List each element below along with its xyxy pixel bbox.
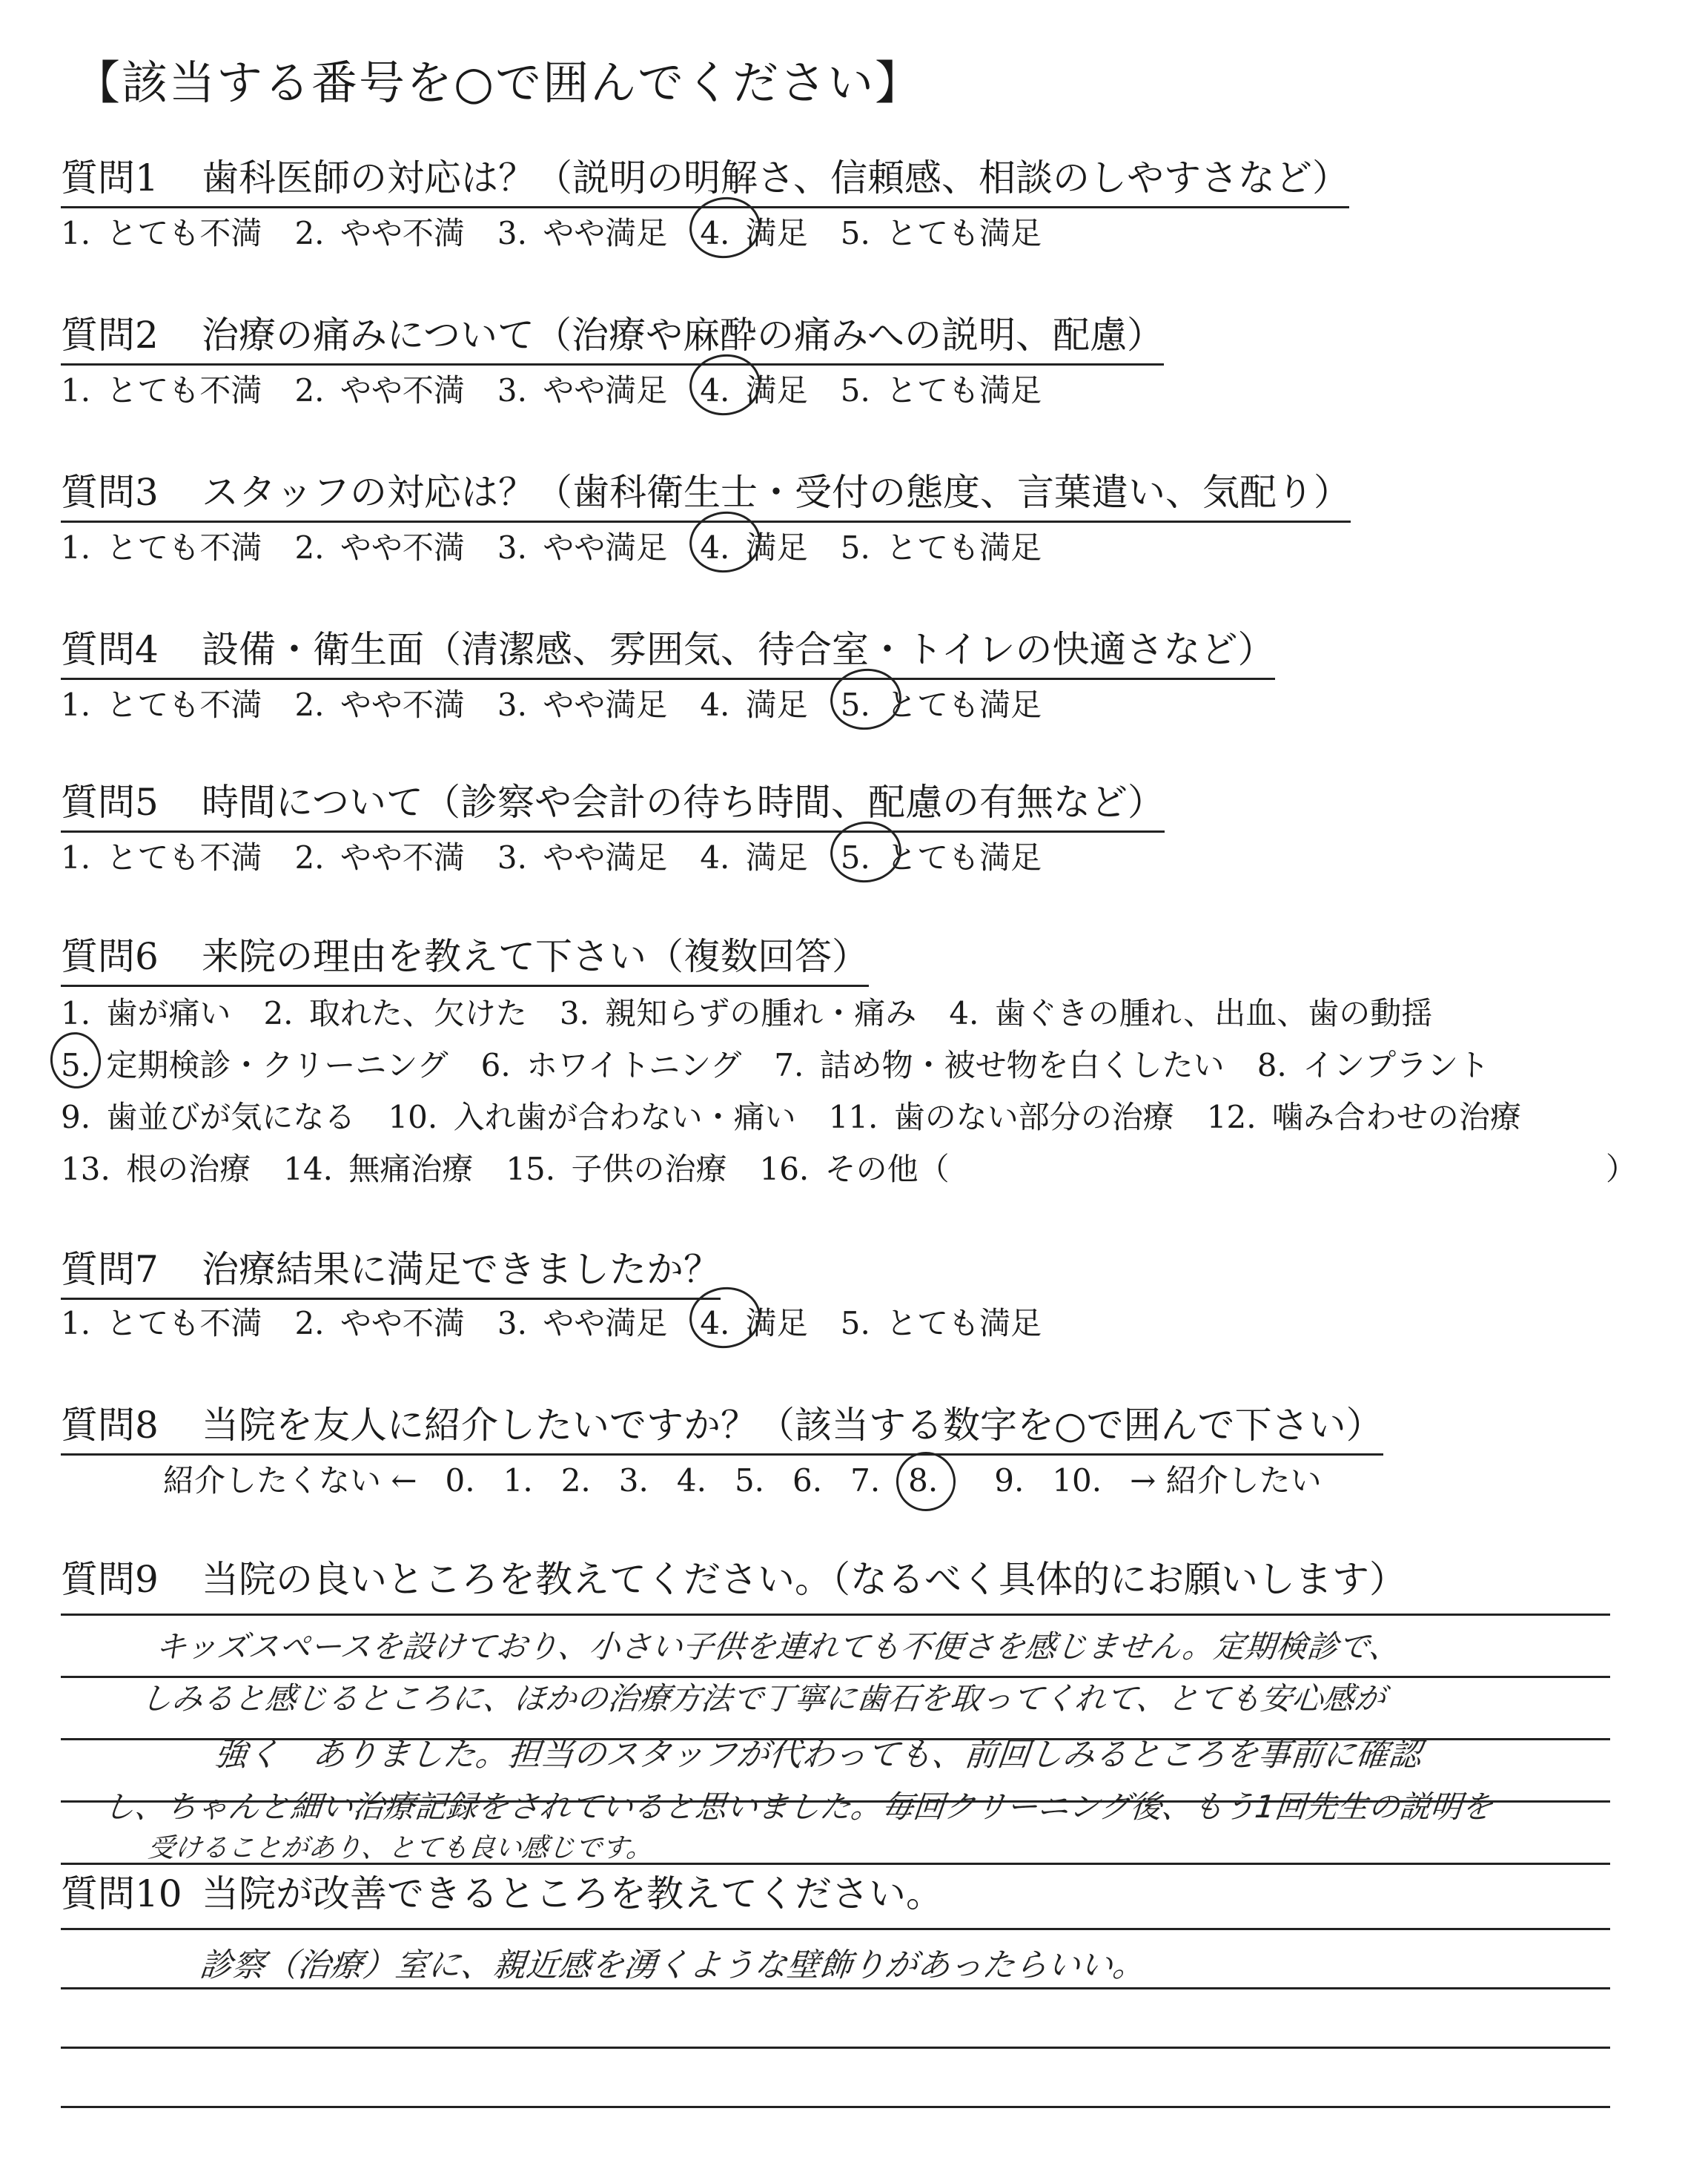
q6-option-16[interactable]: 16. その他（ [759,1151,950,1187]
scale-5[interactable]: 5. [734,1462,765,1499]
question-10-text: 当院が改善できるところを教えてください。 [202,1872,943,1915]
question-5-number: 質問5 [61,781,159,824]
question-4-options [61,681,1074,725]
q6-option-12[interactable]: 12. 噛み合わせの治療 [1206,1099,1521,1135]
question-10-number: 質問10 [61,1872,182,1915]
q5-option-5-selected[interactable]: 5. とても満足 [841,833,1042,878]
question-6-row-2 [61,1041,1522,1086]
q1-option-5[interactable]: 5. とても満足 [840,215,1042,251]
q7-option-1[interactable]: 1. とても不満 [61,1305,262,1341]
scale-9[interactable]: 9. [994,1462,1025,1499]
q6-option-6[interactable]: 6. ホワイトニング [480,1047,742,1083]
question-7-options [61,1299,1074,1344]
q6-option-11[interactable]: 11. 歯のない部分の治療 [828,1099,1174,1135]
question-6-text: 来院の理由を教えて下さい（複数回答） [202,935,869,978]
question-4-heading [61,620,1275,680]
question-2-number: 質問2 [61,314,159,357]
q3-option-5[interactable]: 5. とても満足 [840,529,1042,566]
q6-option-2[interactable]: 2. 取れた、欠けた [263,995,527,1031]
q6-option-13[interactable]: 13. 根の治療 [61,1151,251,1187]
q6-option-4[interactable]: 4. 歯ぐきの腫れ、出血、歯の動揺 [949,995,1433,1031]
q5-option-3[interactable]: 3. やや満足 [497,839,668,876]
q3-option-1[interactable]: 1. とても不満 [61,529,262,566]
q6-option-9[interactable]: 9. 歯並びが気になる [61,1099,356,1135]
question-6-row-4 [61,1145,982,1189]
recommend-scale [163,1456,1350,1501]
question-7-text: 治療結果に満足できましたか？ [202,1248,721,1291]
q4-option-4[interactable]: 4. 満足 [700,687,808,723]
question-5-heading [61,773,1165,833]
q4-option-1[interactable]: 1. とても不満 [61,687,262,723]
q6-option-5-selected[interactable]: 5. 定期検診・クリーニング [61,1041,448,1086]
scale-6[interactable]: 6. [792,1462,823,1499]
q6-option-15[interactable]: 15. 子供の治療 [506,1151,727,1187]
q7-option-5[interactable]: 5. とても満足 [840,1305,1042,1341]
q4-option-2[interactable]: 2. やや不満 [294,687,465,723]
question-7-number: 質問7 [61,1248,159,1291]
q1-option-3[interactable]: 3. やや満足 [497,215,668,251]
scale-0[interactable]: 0. [445,1462,475,1499]
question-4-number: 質問4 [61,628,159,671]
q9-answer-line-2: しみると感じるところに、ほかの治療方法で丁寧に歯石を取ってくれて、とても安心感が [139,1680,1388,1717]
q2-option-4-selected[interactable]: 4. 満足 [700,366,807,411]
q6-other-close-paren: ） [1606,1151,1638,1187]
q4-option-3[interactable]: 3. やや満足 [497,687,668,723]
scale-3[interactable]: 3. [618,1462,649,1499]
q7-option-4-selected[interactable]: 4. 満足 [700,1299,807,1344]
q1-option-4-selected[interactable]: 4. 満足 [700,209,807,254]
question-6-row-3 [61,1093,1554,1137]
question-9-heading [61,1550,1406,1608]
q1-option-2[interactable]: 2. やや不満 [294,215,465,251]
question-6-row-1 [61,989,1465,1034]
scale-7[interactable]: 7. [850,1462,881,1499]
q2-option-1[interactable]: 1. とても不満 [61,372,262,409]
question-5-text: 時間について（診察や会計の待ち時間、配慮の有無など） [202,781,1165,824]
question-3-number: 質問3 [61,471,159,514]
q7-option-2[interactable]: 2. やや不満 [294,1305,465,1341]
question-3-heading [61,463,1351,523]
question-1-number: 質問1 [61,156,159,199]
page-title: 【該当する番号を○で囲んでください】 [74,56,923,110]
answer-line [61,1987,1610,1989]
q6-option-7[interactable]: 7. 詰め物・被せ物を白くしたい [774,1047,1225,1083]
q9-answer-line-1: キッズスペースを設けており、小さい子供を連れても不便さを感じません。定期検診で、 [153,1628,1403,1665]
q3-option-3[interactable]: 3. やや満足 [497,529,668,566]
question-2-heading [61,305,1164,366]
q2-option-3[interactable]: 3. やや満足 [497,372,668,409]
q2-option-2[interactable]: 2. やや不満 [294,372,465,409]
scale-10[interactable]: 10. [1052,1462,1102,1499]
q5-option-1[interactable]: 1. とても不満 [61,839,262,876]
q2-option-5[interactable]: 5. とても満足 [840,372,1042,409]
question-8-heading [61,1396,1383,1456]
question-5-options [61,833,1074,878]
q4-option-5-selected[interactable]: 5. とても満足 [841,681,1042,725]
question-10-heading [61,1864,943,1922]
q7-option-3[interactable]: 3. やや満足 [497,1305,668,1341]
q9-answer-line-4: し、ちゃんと細い治療記録をされていると思いました。毎回クリーニング後、もう1回先生の説明を [102,1789,1495,1825]
scale-left-label: 紹介したくない ← [163,1462,417,1499]
q6-option-1[interactable]: 1. 歯が痛い [61,995,231,1031]
q9-answer-line-3: 強く ありました。担当のスタッフが代わっても、前回しみるところを事前に確認 [212,1736,1423,1774]
q9-answer-line-5: 受けることがあり、とても良い感じです。 [146,1833,655,1863]
answer-line [61,1614,1610,1616]
scale-2[interactable]: 2. [560,1462,591,1499]
q6-option-8[interactable]: 8. インプラント [1257,1047,1490,1083]
q5-option-4[interactable]: 4. 満足 [700,839,808,876]
question-1-options [61,209,1074,254]
q10-answer-line-1: 診察（治療）室に、親近感を湧くような壁飾りがあったらいい。 [197,1946,1148,1984]
question-3-text: スタッフの対応は？（歯科衛生士・受付の態度、言葉遣い、気配り） [202,471,1351,514]
scale-right-label: → 紹介したい [1130,1462,1322,1499]
question-9-text: 当院の良いところを教えてください。（なるべく具体的にお願いします） [202,1558,1406,1601]
selection-circle [893,1448,959,1515]
q5-option-2[interactable]: 2. やや不満 [294,839,465,876]
q3-option-2[interactable]: 2. やや不満 [294,529,465,566]
question-9-number: 質問9 [61,1558,159,1601]
question-6-heading [61,927,869,987]
scale-1[interactable]: 1. [503,1462,533,1499]
q6-option-10[interactable]: 10. 入れ歯が合わない・痛い [388,1099,796,1135]
question-2-options [61,366,1074,411]
answer-line [61,1928,1610,1930]
question-8-number: 質問8 [61,1404,159,1447]
q1-option-1[interactable]: 1. とても不満 [61,215,262,251]
answer-line [61,2047,1610,2049]
question-2-text: 治療の痛みについて（治療や麻酔の痛みへの説明、配慮） [202,314,1164,357]
question-1-text: 歯科医師の対応は？（説明の明解さ、信頼感、相談のしやすさなど） [202,156,1349,199]
answer-line [61,2106,1610,2108]
question-8-text: 当院を友人に紹介したいですか？（該当する数字を○で囲んで下さい） [202,1404,1383,1447]
question-7-heading [61,1240,721,1300]
question-4-text: 設備・衛生面（清潔感、雰囲気、待合室・トイレの快適さなど） [202,628,1275,671]
question-1-heading [61,148,1349,208]
q3-option-4-selected[interactable]: 4. 満足 [700,524,807,568]
question-6-number: 質問6 [61,935,159,978]
scale-8-selected[interactable]: 8. [908,1462,966,1499]
question-3-options [61,524,1074,568]
scale-4[interactable]: 4. [676,1462,706,1499]
q6-option-14[interactable]: 14. 無痛治療 [283,1151,474,1187]
q6-option-3[interactable]: 3. 親知らずの腫れ・痛み [559,995,917,1031]
